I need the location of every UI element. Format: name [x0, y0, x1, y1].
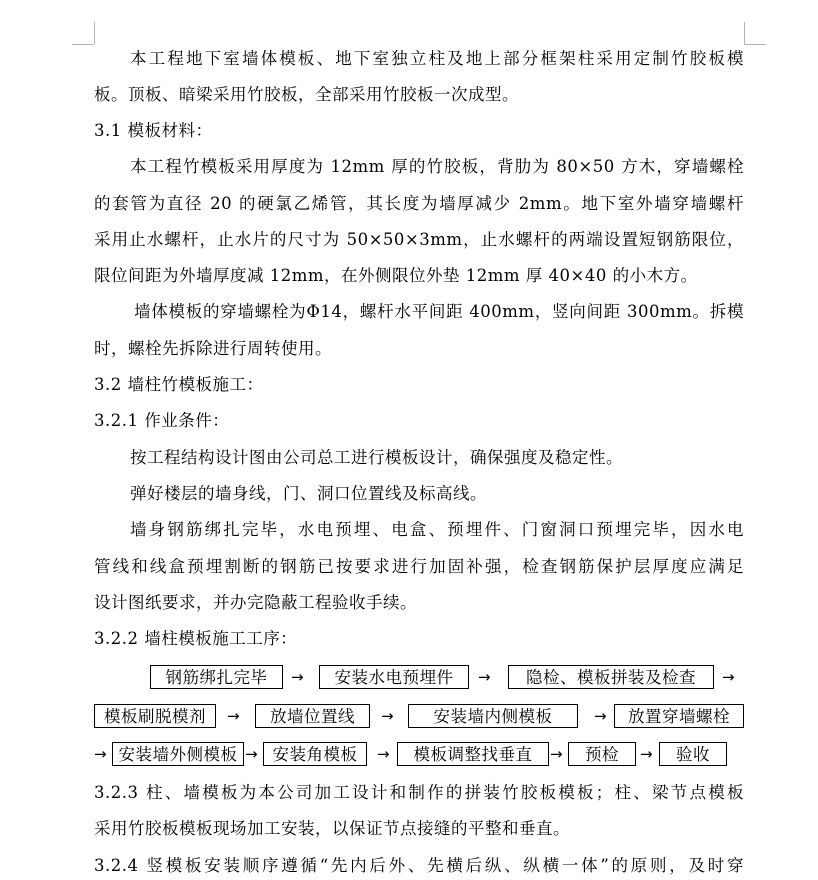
crop-mark-top-left-v	[94, 22, 95, 44]
para-3-line-2: 时，螺栓先拆除进行周转使用。	[94, 339, 332, 358]
para-2-line-4: 限位间距为外墙厚度减 12mm，在外侧限位外垫 12mm 厚 40×40 的小木方。	[94, 266, 698, 285]
heading-3-2: 3.2 墙柱竹模板施工：	[94, 375, 264, 394]
flow-arrow-icon: →	[594, 707, 607, 725]
flow-arrow-icon: →	[227, 707, 240, 725]
flow-arrow-icon: →	[550, 745, 563, 763]
flow-step-inner-formwork: 安装墙内侧模板	[408, 704, 578, 728]
para-7-line-2: 采用竹胶板模板现场加工安装，以保证节点接缝的平整和垂直。	[94, 819, 570, 838]
para-6-line-2: 管线和线盒预埋割断的钢筋已按要求进行加固补强，检查钢筋保护层厚度应满足	[94, 557, 744, 576]
flow-arrow-icon: →	[640, 745, 653, 763]
flow-arrow-icon: →	[245, 745, 258, 763]
para-4: 按工程结构设计图由公司总工进行模板设计，确保强度及稳定性。	[130, 448, 623, 467]
flow-arrow-icon: →	[94, 745, 107, 763]
heading-3-1: 3.1 模板材料：	[94, 121, 213, 140]
flow-step-wall-bolts: 放置穿墙螺栓	[614, 704, 744, 728]
flow-step-install-embedded: 安装水电预埋件	[319, 665, 469, 689]
para-1-line-1: 本工程地下室墙体模板、地下室独立柱及地上部分框架柱采用定制竹胶板模	[130, 49, 744, 68]
para-6-line-1: 墙身钢筋绑扎完毕，水电预埋、电盒、预埋件、门窗洞口预埋完毕，因水电	[130, 520, 744, 539]
para-5: 弹好楼层的墙身线，门、洞口位置线及标高线。	[130, 484, 487, 503]
para-1-line-2: 板。顶板、暗梁采用竹胶板，全部采用竹胶板一次成型。	[94, 85, 519, 104]
para-8-line-1: 3.2.4 竖模板安装顺序遵循“先内后外、先横后纵、纵横一体”的原则，及时穿	[94, 856, 744, 875]
flow-arrow-icon: →	[722, 668, 735, 686]
flow-step-release-agent: 模板刷脱模剂	[94, 704, 216, 728]
flow-step-wall-position-line: 放墙位置线	[255, 704, 370, 728]
flow-arrow-icon: →	[377, 745, 390, 763]
para-2-line-3: 采用止水螺杆，止水片的尺寸为 50×50×3mm，止水螺杆的两端设置短钢筋限位，	[94, 230, 744, 249]
flow-step-pre-inspection: 预检	[568, 742, 636, 766]
flow-step-outer-formwork: 安装墙外侧模板	[112, 742, 244, 766]
flow-step-corner-formwork: 安装角模板	[263, 742, 367, 766]
flow-arrow-icon: →	[291, 668, 304, 686]
flow-arrow-icon: →	[478, 668, 491, 686]
crop-mark-top-right-v	[744, 22, 745, 44]
heading-3-2-1: 3.2.1 作业条件：	[94, 411, 230, 430]
heading-3-2-2: 3.2.2 墙柱模板施工工序：	[94, 629, 298, 648]
flow-arrow-icon: →	[381, 707, 394, 725]
flow-step-rebar-done: 钢筋绑扎完毕	[150, 665, 283, 689]
flow-step-acceptance: 验收	[659, 742, 727, 766]
para-6-line-3: 设计图纸要求，并办完隐蔽工程验收手续。	[94, 593, 417, 612]
para-7-line-1: 3.2.3 柱、墙模板为本公司加工设计和制作的拼装竹胶板模板；柱、梁节点模板	[94, 783, 744, 802]
crop-mark-top-right-h	[744, 44, 766, 45]
para-2-line-2: 的套管为直径 20 的硬氯乙烯管，其长度为墙厚减少 2mm。地下室外墙穿墙螺杆	[94, 194, 744, 213]
crop-mark-top-left-h	[72, 44, 94, 45]
para-3-line-1: 墙体模板的穿墙螺栓为Φ14，螺杆水平间距 400mm，竖向间距 300mm。拆模	[134, 302, 744, 321]
para-2-line-1: 本工程竹模板采用厚度为 12mm 厚的竹胶板，背肋为 80×50 方木，穿墙螺栓	[130, 157, 744, 176]
flow-step-concealed-inspection: 隐检、模板拼装及检查	[508, 665, 714, 689]
flow-step-adjust-vertical: 模板调整找垂直	[397, 742, 549, 766]
